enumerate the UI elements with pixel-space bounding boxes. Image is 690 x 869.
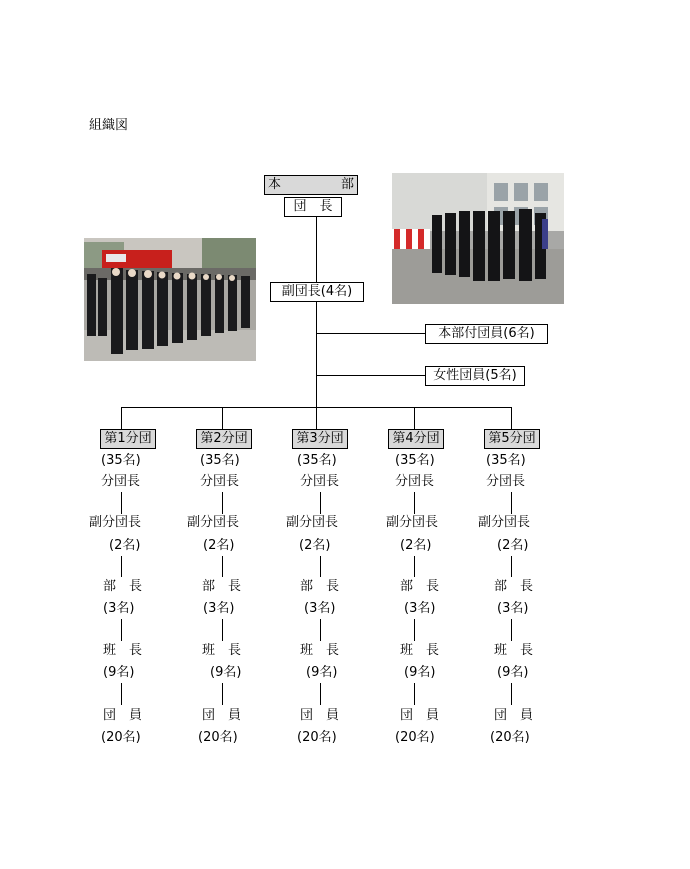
division-5-count: (35名): [486, 453, 526, 468]
division-2-vice-count: (2名): [203, 538, 235, 553]
division-1-squad-leader: 班 長: [103, 643, 143, 658]
division-2-connector-d: [222, 683, 223, 705]
division-drop-4: [414, 407, 415, 429]
division-5-connector-d: [511, 683, 512, 705]
division-5-squad-leader: 班 長: [494, 643, 534, 658]
division-3-connector-a: [320, 492, 321, 514]
division-1-count: (35名): [101, 453, 141, 468]
division-3-squad-count: (9名): [306, 665, 338, 680]
division-4-vice: 副分団長: [386, 515, 439, 530]
division-1-vice: 副分団長: [89, 515, 142, 530]
hq-members-box: 本部付団員(6名): [425, 324, 548, 344]
division-2-connector-c: [222, 619, 223, 641]
division-5-member: 団 員: [494, 708, 534, 723]
division-3-connector-d: [320, 683, 321, 705]
connector-trunk: [316, 302, 317, 407]
division-1-leader: 分団長: [101, 474, 141, 489]
connector-chief-vice: [316, 217, 317, 282]
division-2-section-chief: 部 長: [202, 579, 242, 594]
division-5-section-chief: 部 長: [494, 579, 534, 594]
division-1-section-chief: 部 長: [103, 579, 143, 594]
division-2-count: (35名): [200, 453, 240, 468]
division-5-member-count: (20名): [490, 730, 530, 745]
division-drop-3: [316, 407, 317, 429]
division-4-squad-count: (9名): [404, 665, 436, 680]
division-2-squad-leader: 班 長: [202, 643, 242, 658]
division-5-connector-a: [511, 492, 512, 514]
division-4-connector-a: [414, 492, 415, 514]
chief-box: 団 長: [284, 197, 342, 217]
division-4-leader: 分団長: [395, 474, 435, 489]
division-4-section-count: (3名): [404, 601, 436, 616]
division-1-connector-d: [121, 683, 122, 705]
division-4-member-count: (20名): [395, 730, 435, 745]
division-4-section-chief: 部 長: [400, 579, 440, 594]
division-1-squad-count: (9名): [103, 665, 135, 680]
division-5-section-count: (3名): [497, 601, 529, 616]
division-1-connector-b: [121, 556, 122, 577]
division-3-leader: 分団長: [300, 474, 340, 489]
division-3-vice: 副分団長: [286, 515, 339, 530]
vice-chief-box: 副団長(4名): [270, 282, 364, 302]
division-2-leader: 分団長: [200, 474, 240, 489]
division-4-connector-c: [414, 619, 415, 641]
division-5-vice-count: (2名): [497, 538, 529, 553]
division-4-member: 団 員: [400, 708, 440, 723]
division-3-squad-leader: 班 長: [300, 643, 340, 658]
division-5-squad-count: (9名): [497, 665, 529, 680]
division-2-vice: 副分団長: [187, 515, 240, 530]
brigade-ceremony-photo: [392, 173, 564, 304]
division-5-connector-c: [511, 619, 512, 641]
division-4-vice-count: (2名): [400, 538, 432, 553]
female-members-box: 女性団員(5名): [425, 366, 525, 386]
division-2-connector-a: [222, 492, 223, 514]
connector-hq-members: [316, 333, 425, 334]
division-3-member: 団 員: [300, 708, 340, 723]
division-4-squad-leader: 班 長: [400, 643, 440, 658]
headquarters-box: [264, 175, 358, 195]
division-2-squad-count: (9名): [210, 665, 242, 680]
division-3-section-count: (3名): [304, 601, 336, 616]
division-2-member: 団 員: [202, 708, 242, 723]
division-1-section-count: (3名): [103, 601, 135, 616]
division-5-box: 第5分団: [484, 429, 540, 449]
division-2-box: 第2分団: [196, 429, 252, 449]
connector-female-members: [316, 375, 425, 376]
division-2-section-count: (3名): [203, 601, 235, 616]
division-1-vice-count: (2名): [109, 538, 141, 553]
division-4-connector-b: [414, 556, 415, 577]
division-3-connector-c: [320, 619, 321, 641]
division-1-connector-a: [121, 492, 122, 514]
division-1-member: 団 員: [103, 708, 143, 723]
division-4-connector-d: [414, 683, 415, 705]
division-5-leader: 分団長: [486, 474, 526, 489]
headquarters-label-left: 本: [268, 177, 282, 192]
division-5-vice: 副分団長: [478, 515, 531, 530]
division-4-count: (35名): [395, 453, 435, 468]
division-3-count: (35名): [297, 453, 337, 468]
division-drop-2: [222, 407, 223, 429]
division-2-connector-b: [222, 556, 223, 577]
division-3-box: 第3分団: [292, 429, 348, 449]
division-3-member-count: (20名): [297, 730, 337, 745]
division-5-connector-b: [511, 556, 512, 577]
division-1-member-count: (20名): [101, 730, 141, 745]
division-3-connector-b: [320, 556, 321, 577]
division-3-vice-count: (2名): [299, 538, 331, 553]
division-drop-5: [511, 407, 512, 429]
division-1-box: 第1分団: [100, 429, 156, 449]
division-4-box: 第4分団: [388, 429, 444, 449]
page-title: 組織図: [89, 118, 129, 133]
division-1-connector-c: [121, 619, 122, 641]
division-2-member-count: (20名): [198, 730, 238, 745]
division-drop-1: [121, 407, 122, 429]
brigade-parade-photo: [84, 238, 256, 361]
division-3-section-chief: 部 長: [300, 579, 340, 594]
headquarters-label-right: 部: [340, 177, 354, 192]
